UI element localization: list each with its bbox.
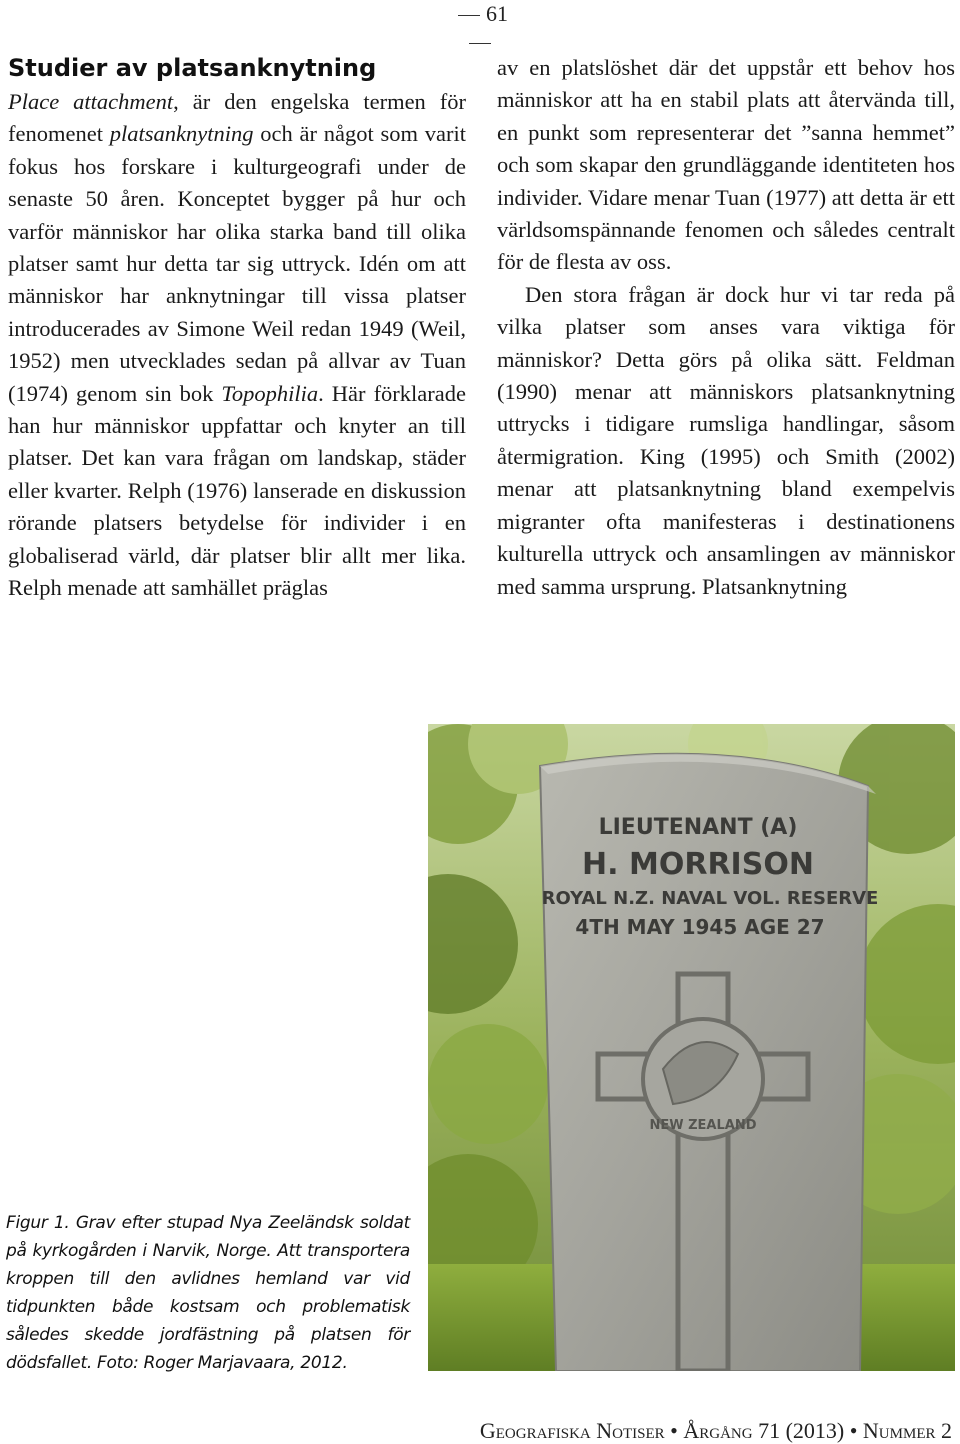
page-number-dash-left — [458, 15, 480, 16]
emblem-text: NEW ZEALAND — [649, 1118, 757, 1133]
page-number-dash-right — [469, 43, 491, 44]
section-heading: Studier av platsanknytning — [8, 54, 377, 82]
right-column — [497, 52, 955, 603]
caption-label: Figur 1. — [6, 1213, 70, 1233]
inscription-date: 4TH MAY 1945 AGE 27 — [575, 915, 825, 939]
caption-text: Grav efter stupad Nya Zeeländsk soldat på kyrkogården i Narvik, Norge. Att transportera kroppen till den avlidnes hemland var vid tidpunkten både kostsam och problematisk således skedde jordfästning på platsen för dödsfallet. Foto: Roger Marjavaara, 2012. — [6, 1213, 410, 1373]
journal-footer: Geografiska Notiser • Årgång 71 (2013) • Nummer 2 — [479, 1418, 952, 1443]
left-column — [8, 52, 466, 605]
figure-caption — [6, 1209, 410, 1377]
term-platsanknytning: platsanknytning — [109, 121, 254, 147]
right-paragraph-2: Den stora frågan är dock hur vi tar reda på vilka platser som anses vara viktiga för människor? Detta görs på olika sätt. Feldman (1990) menar att människors platsanknytning uttrycks i tidigare rumsliga handlingar, såsom återmigration. King (1995) och Smith (2002) menar att platsanknytning bland exempelvis migranter ofta manifesteras i destinationens kulturella uttryck och ansamlingen av människor med samma ursprung. Platsanknytning — [497, 281, 955, 599]
headstone-photo — [428, 724, 955, 1371]
book-title-topophilia: Topophilia — [221, 380, 319, 406]
term-place-attachment: Place attachment — [8, 89, 174, 114]
left-paragraph-1 — [8, 86, 466, 605]
figure-photo — [428, 724, 955, 1371]
page-number-value: 61 — [486, 1, 508, 26]
inscription-unit: ROYAL N.Z. NAVAL VOL. RESERVE — [541, 888, 879, 909]
left-text-3: . Här förklarade han hur människor uppfattar och knyter an till platser. Det kan vara frågan om landskap, städer eller kvarter. Relph (1976) lanserade en diskussion rörande platsers betydelse för individer i en globaliserad värld, där platser blir allt mer lika. Relph menade att samhället präglas — [8, 380, 467, 601]
inscription-name: H. MORRISON — [582, 847, 814, 882]
right-paragraph-1: av en platslöshet där det uppstår ett behov hos människor att ha en stabil plats att återvända till, en punkt som representerar det ”sanna hemmet” och som skapar den grundläggande identiteten hos individer. Vidare menar Tuan (1977) att detta är ett världsomspännande fenomen och således centralt för de flesta av oss. — [497, 55, 955, 275]
left-text-1: , är den engelska termen för fenomenet — [8, 89, 467, 147]
left-text-2: och är något som varit fokus hos forskare i kulturgeografi under de senaste 50 åren. Konceptet bygger på hur och varför människor har olika starka band till olika platser samt hur detta tar sig uttryck. Idén om att människor har anknytningar till vissa platser introducerades av Simone Weil redan 1949 (Weil, 1952) men utvecklades sedan på allvar av Tuan (1974) genom sin bok — [8, 121, 466, 406]
page-number — [440, 0, 520, 56]
inscription-rank: LIEUTENANT (A) — [598, 815, 798, 840]
